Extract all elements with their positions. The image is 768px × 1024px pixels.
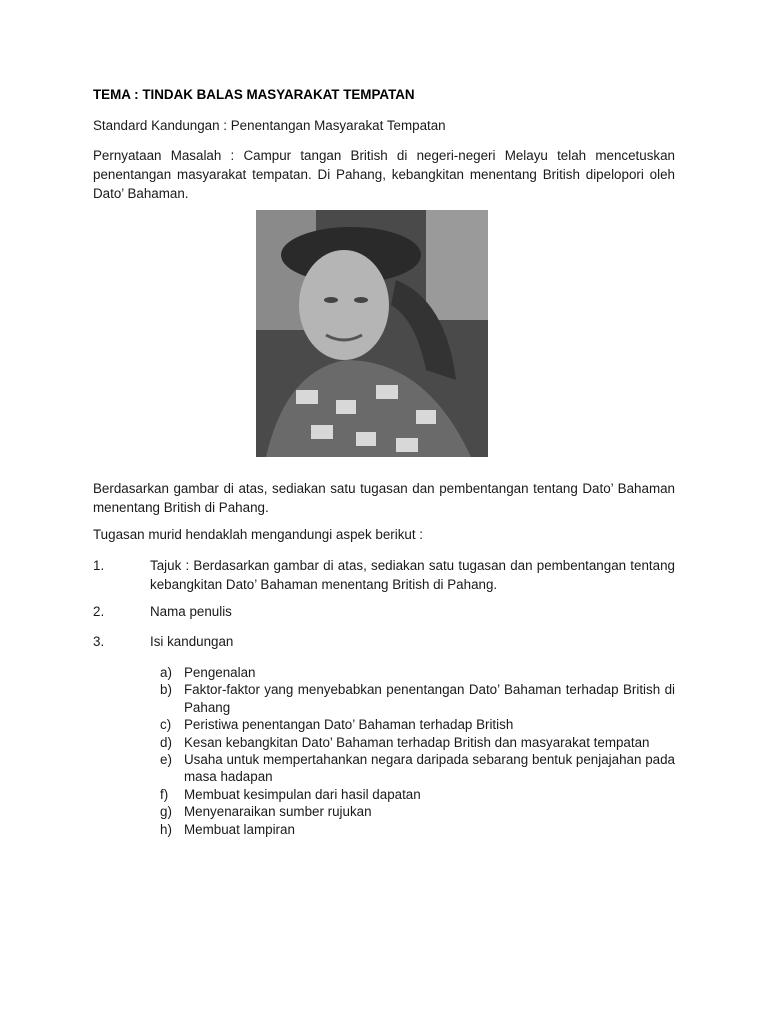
sub-list-item [160, 664, 675, 681]
sub-list-item [160, 751, 675, 786]
list-item-2 [93, 602, 675, 621]
standard-kandungan: Standard Kandungan : Penentangan Masyarakat Tempatan [93, 118, 446, 133]
sub-text: Membuat lampiran [184, 821, 295, 837]
sub-text: Pengenalan [184, 665, 256, 680]
sub-list [160, 664, 675, 838]
sub-list-item [160, 681, 675, 716]
document-title: TEMA : TINDAK BALAS MASYARAKAT TEMPATAN [93, 87, 415, 102]
list-number: 1. [93, 558, 105, 573]
list-text: Tajuk : Berdasarkan gambar di atas, sediakan satu tugasan dan pembentangan tentang kebangkitan Dato’ Bahaman menentang British di Pahang. [150, 558, 675, 592]
sub-text: Usaha untuk mempertahankan negara daripada sebarang bentuk penjajahan pada masa hadapan [184, 752, 675, 785]
list-number: 2. [93, 604, 105, 619]
pernyataan-masalah: Pernyataan Masalah : Campur tangan British di negeri-negeri Melayu telah mencetuskan penentangan masyarakat tempatan. Di Pahang, kebangkitan menentang British dipelopori oleh Dato’ Bahaman. [93, 148, 675, 201]
sub-letter: c) [160, 717, 172, 733]
sub-letter: b) [160, 682, 172, 698]
list-number: 3. [93, 634, 105, 649]
tugasan-paragraph: Tugasan murid hendaklah mengandungi aspek berikut : [93, 527, 424, 542]
sub-text: Faktor-faktor yang menyebabkan penentangan Dato’ Bahaman terhadap British di Pahang [184, 682, 675, 715]
sub-letter: f) [160, 786, 169, 802]
list-item-3 [93, 632, 675, 651]
sub-letter: h) [160, 821, 172, 837]
sub-list-item [160, 821, 675, 838]
sub-text: Peristiwa penentangan Dato’ Bahaman terhadap British [184, 717, 514, 733]
sub-text: Kesan kebangkitan Dato’ Bahaman terhadap British dan masyarakat tempatan [184, 734, 650, 750]
sub-list-item [160, 803, 675, 820]
list-item-1 [93, 556, 675, 594]
list-text: Isi kandungan [150, 634, 234, 649]
sub-letter: e) [160, 752, 172, 768]
sub-letter: a) [160, 665, 172, 680]
list-text: Nama penulis [150, 604, 232, 619]
sub-letter: g) [160, 804, 172, 820]
sub-list-item [160, 716, 675, 733]
sub-text: Membuat kesimpulan dari hasil dapatan [184, 786, 421, 802]
sub-list-item [160, 786, 675, 803]
sub-letter: d) [160, 734, 172, 750]
sub-text: Menyenaraikan sumber rujukan [184, 804, 372, 820]
sub-list-item [160, 734, 675, 751]
portrait-photo [256, 210, 488, 457]
intro-paragraph: Berdasarkan gambar di atas, sediakan satu tugasan dan pembentangan tentang Dato’ Bahaman menentang British di Pahang. [93, 481, 675, 515]
